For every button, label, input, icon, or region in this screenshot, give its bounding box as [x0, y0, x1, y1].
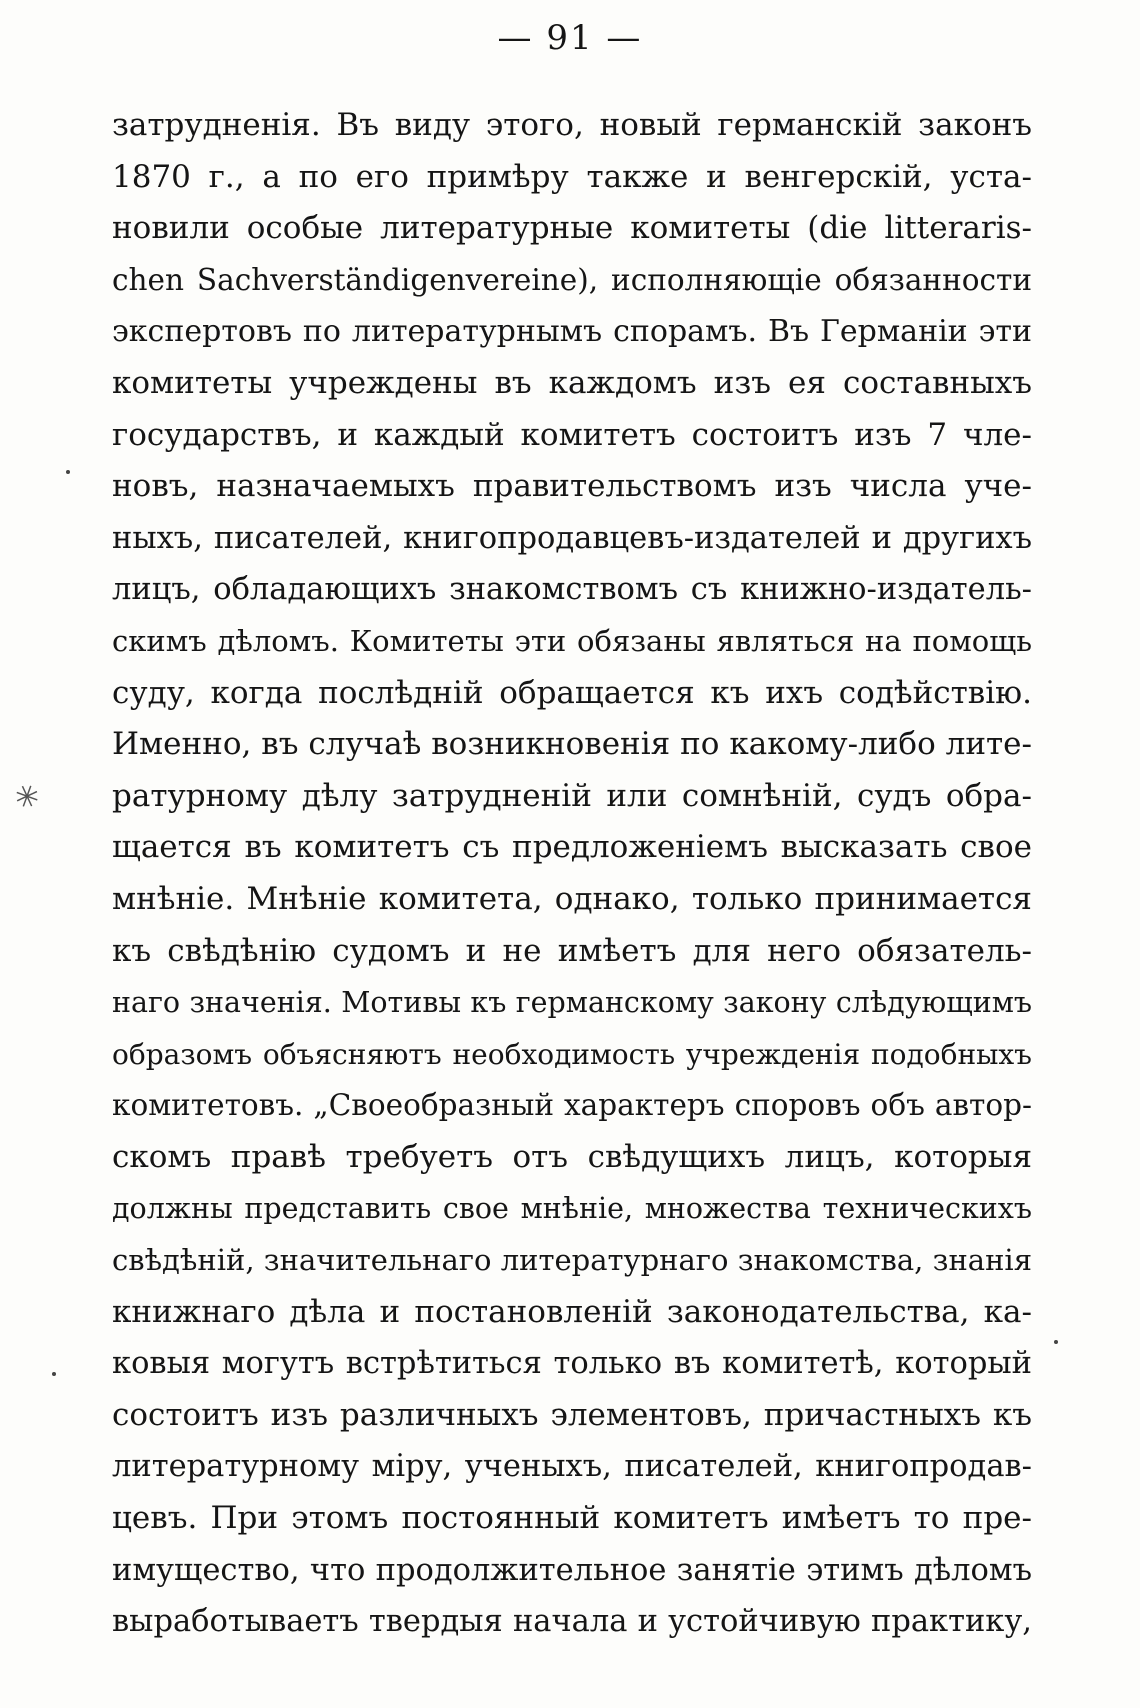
text-line: комитетовъ. „Своеобразный характеръ споровъ объ автор-	[112, 1088, 1032, 1123]
text-line: Именно, въ случаѣ возникновенія по какому-либо лите-	[112, 726, 1032, 763]
text-line: ковыя могутъ встрѣтиться только въ комитетѣ, который	[112, 1346, 1032, 1382]
text-line: новили особые литературные комитеты (die litteraris-	[112, 210, 1032, 247]
page-number: — 91 —	[497, 18, 643, 58]
speck-dot	[1054, 1340, 1058, 1344]
speck-dot	[66, 470, 70, 474]
text-line: chen Sachverständigenvereine), исполняющіе обязанности	[112, 262, 1032, 297]
text-line: затрудненія. Въ виду этого, новый германскій законъ	[112, 107, 1032, 143]
text-line: состоитъ изъ различныхъ элементовъ, причастныхъ къ	[112, 1396, 1032, 1433]
text-line: суду, когда послѣдній обращается къ ихъ содѣйствію.	[112, 674, 1032, 711]
text-line: мнѣніе. Мнѣніе комитета, однако, только принимается	[112, 880, 1032, 917]
speck-dot	[52, 1372, 56, 1376]
text-line: скимъ дѣломъ. Комитеты эти обязаны являться на помощь	[112, 623, 1032, 658]
text-line: ныхъ, писателей, книгопродавцевъ-издателей и другихъ	[112, 520, 1032, 556]
text-line: лицъ, обладающихъ знакомствомъ съ книжно-издатель-	[112, 572, 1032, 608]
text-line: имущество, что продолжительное занятіе этимъ дѣломъ	[112, 1552, 1032, 1588]
text-line: комитеты учреждены въ каждомъ изъ ея составныхъ	[112, 364, 1032, 401]
text-line: цевъ. При этомъ постоянный комитетъ имѣетъ то пре-	[112, 1500, 1032, 1537]
body-text	[112, 100, 1032, 1648]
text-line: наго значенія. Мотивы къ германскому закону слѣдующимъ	[112, 986, 1032, 1020]
text-line: щается въ комитетъ съ предложеніемъ высказать свое	[112, 829, 1032, 866]
text-line: ратурному дѣлу затрудненій или сомнѣній, судъ обра-	[112, 777, 1032, 814]
text-line: экспертовъ по литературнымъ спорамъ. Въ Германіи эти	[112, 314, 1032, 350]
text-line: 1870 г., а по его примѣру также и венгерскій, уста-	[112, 158, 1032, 195]
text-line: скомъ правѣ требуетъ отъ свѣдущихъ лицъ, которыя	[112, 1138, 1032, 1175]
text-line: новъ, назначаемыхъ правительствомъ изъ числа уче-	[112, 468, 1032, 505]
text-line: должны представить свое мнѣніе, множества техническихъ	[112, 1192, 1032, 1226]
text-line: образомъ объясняютъ необходимость учрежденія подобныхъ	[112, 1037, 1032, 1071]
text-line: государствъ, и каждый комитетъ состоитъ изъ 7 чле-	[112, 416, 1032, 453]
margin-mark-icon: ✳	[8, 776, 45, 819]
text-line: къ свѣдѣнію судомъ и не имѣетъ для него обязатель-	[112, 932, 1032, 969]
text-line: свѣдѣній, значительнаго литературнаго знакомства, знанія	[112, 1243, 1032, 1278]
text-line: книжнаго дѣла и постановленій законодательства, ка-	[112, 1293, 1032, 1330]
text-line: выработываетъ твердыя начала и устойчивую практику,	[112, 1604, 1032, 1640]
text-line: литературному міру, ученыхъ, писателей, книгопродав-	[112, 1449, 1032, 1485]
